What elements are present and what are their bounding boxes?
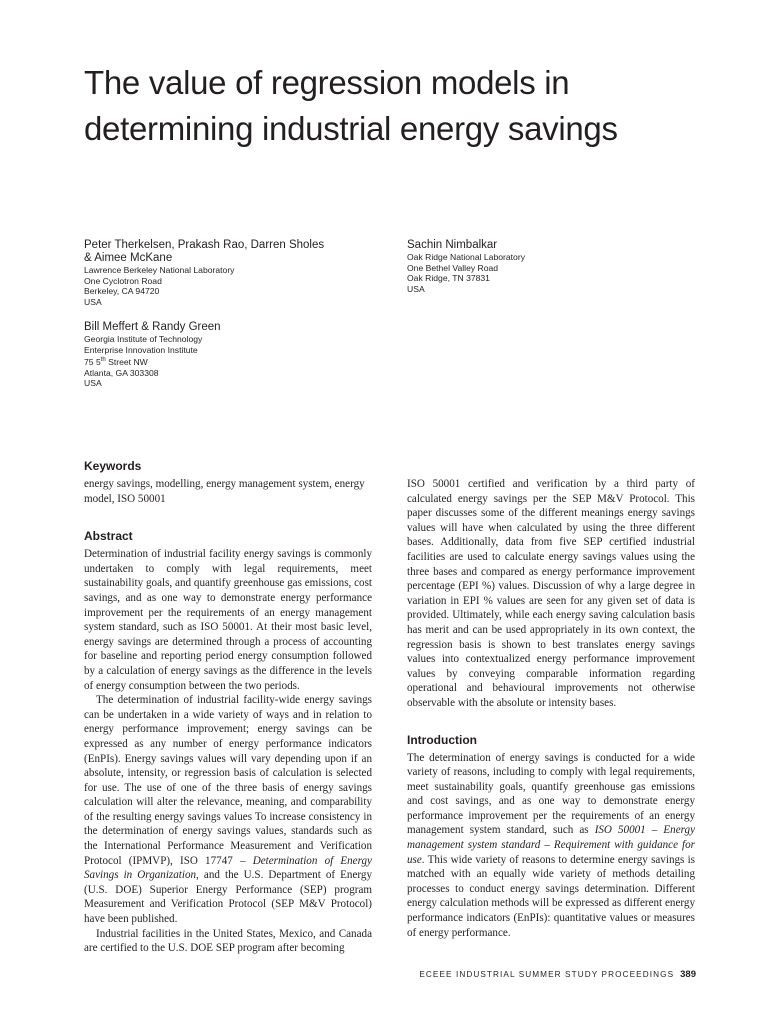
author-block [407,239,657,294]
affiliation-line: USA [84,378,102,389]
author-names: Bill Meffert & Randy Green [84,321,221,333]
author-block [84,239,334,307]
affiliation-line: Atlanta, GA 303308 [84,367,159,378]
affiliation-line: Lawrence Berkeley National Laboratory [84,265,235,275]
keywords-heading: Keywords [84,459,142,473]
affiliation-line: USA [407,283,425,294]
abstract-p2-title: Determination of Energy Savings in Organization [84,854,372,882]
intro-standard-title: ISO 50001 – Energy management system standard – Requirement with guidance for use [407,824,695,866]
introduction-paragraph-1 [407,751,695,941]
abstract-paragraph-3: Industrial facilities in the United States, Mexico, and Canada are certified to the U.S. DOE SEP program after becoming [84,927,372,955]
author-names: Peter Therkelsen, Prakash Rao, Darren Sholes & Aimee McKane [84,239,325,264]
abstract-paragraph-1: Determination of industrial facility energy savings is commonly undertaken to comply with legal requirements, meet sustainability goals, and quantify greenhouse gas emissions, cost savings, and as one way to demonstrate energy performance improvement per the requirements of an energy management system standard, such as ISO 50001. At their most basic level, energy savings are determined through a process of accounting for baseline and reporting period energy consumption followed by a calculation of energy savings as the difference in the levels of energy consumption between the two periods. [84,548,372,692]
intro-text: . This wide variety of reasons to determine energy savings is matched with an equally wide variety of methods detailing processes to conduct energy savings determination. Different energy calculation methods will be expressed as different energy performance indicators (EnPIs): quantitative values or measures of energy performance. [407,853,695,939]
introduction-heading: Introduction [407,732,477,747]
affiliation-line: 75 5th Street NW [84,357,148,368]
affiliation-line: USA [84,296,102,307]
abstract-p2-text: The determination of industrial facility-wide energy savings can be undertaken in a wide variety of ways and in relation to energy performance improvement; energy savings can be expressed as any number of energy performance indicators (EnPIs). Energy savings values will vary depending upon if an absolute, intensity, or regression basis of calculation is selected for use. The use of one of the three basis of energy savings calculation will alter the relevance, meaning, and comparability of the resulting energy savings values To increase consistency in the determination of energy savings values, standards such as the International Performance Measurement and Verification Protocol (IPMVP), ISO 17747 – [84,694,372,867]
page-footer [300,969,696,980]
abstract-heading: Abstract [84,529,133,544]
affiliation-line: Oak Ridge, TN 37831 [407,273,490,284]
abstract-paragraph-3-continued: ISO 50001 certified and verification by a third party of calculated energy savings per the SEP M&V Protocol. This paper discusses some of the different meanings energy savings values will have when calculated by using the three different bases. Additionally, data from five SEP certified industrial facilities are used to calculate energy savings values using the three bases and compared as energy performance improvement percentage (EPI %) values. Discussion of why a large degree in variation in EPI % values are seen for any given set of data is provided. Ultimately, while each energy saving calculation basis has merit and can be used appropriately in its own context, the regression basis is shown to best translates energy savings values into contextualized energy performance improvement values by conveying comparable information regarding operational and behavioural improvements not otherwise observable with the absolute or intensity bases. [407,478,695,709]
affiliation-line: Georgia Institute of Technology [84,334,203,344]
paper-title: The value of regression models in determining industrial energy savings [84,64,618,147]
right-column [407,477,695,940]
left-column [84,459,372,956]
abstract-paragraph-2 [84,693,372,927]
keywords-text: energy savings, modelling, energy management system, energy model, ISO 50001 [84,478,365,505]
affiliation-line: Oak Ridge National Laboratory [407,252,525,262]
author-block [84,321,334,389]
abstract-p2-text: , and the U.S. Department of Energy (U.S. DOE) Superior Energy Performance (SEP) program Measurement and Verification Protocol (SEP M&V Protocol) have been published. [84,869,372,926]
spacer [407,711,695,733]
page-number: 389 [680,969,696,980]
affiliation-line: Enterprise Innovation Institute [84,344,198,355]
ordinal-suffix: th [100,357,106,364]
footer-text: ECEEE INDUSTRIAL SUMMER STUDY PROCEEDINGS [419,970,675,979]
spacer [84,506,372,529]
author-names: Sachin Nimbalkar [407,239,498,251]
affiliation-line: One Bethel Valley Road [407,262,499,273]
intro-text: The determination of energy savings is conducted for a wide variety of reasons, including to comply with legal requirements, meet sustainability goals, quantify greenhouse gas emissions and cost savings, and as one way to demonstrate energy performance improvement per the requirements of an energy management system standard, such as [407,751,695,837]
affiliation-line: Berkeley, CA 94720 [84,286,160,297]
affiliation-line: One Cyclotron Road [84,275,162,286]
